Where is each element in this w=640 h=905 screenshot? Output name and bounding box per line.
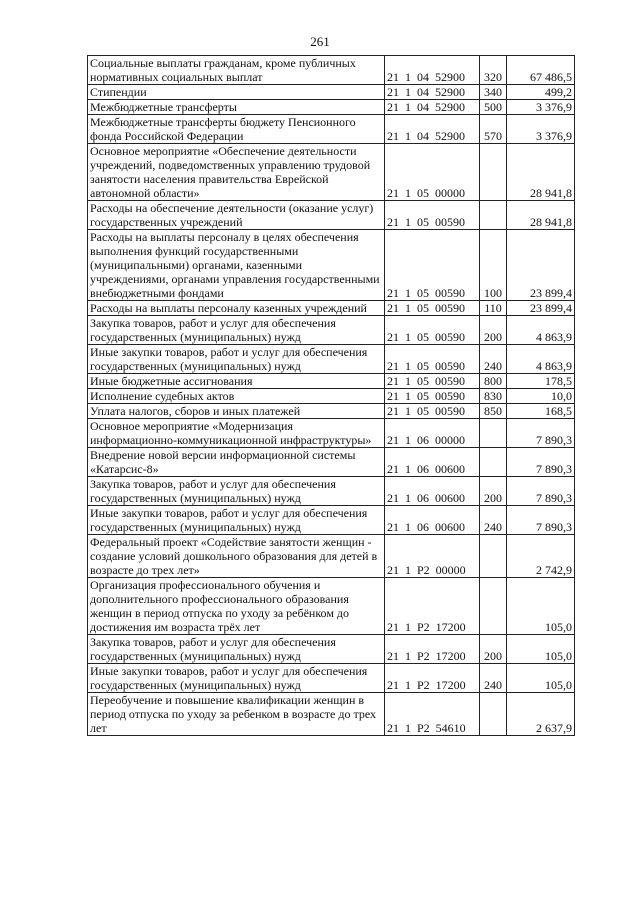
row-amount: 105,0 [507, 635, 575, 664]
row-expense-type [480, 535, 507, 578]
row-expense-type: 500 [480, 100, 507, 115]
row-amount: 168,5 [507, 404, 575, 419]
row-code: 21 1 05 00590 [385, 201, 480, 230]
table-row [88, 201, 575, 230]
row-name: Организация профессионального обучения и дополнительного профессионального образования женщин в период отпуска по уходу за ребёнком до достижения им возраста трёх лет [88, 578, 385, 635]
row-expense-type: 320 [480, 56, 507, 85]
table-row [88, 85, 575, 100]
row-name: Расходы на выплаты персоналу казенных учреждений [88, 301, 385, 316]
row-code: 21 1 04 52900 [385, 100, 480, 115]
row-code: 21 1 05 00590 [385, 374, 480, 389]
row-code: 21 1 06 00000 [385, 419, 480, 448]
row-name: Уплата налогов, сборов и иных платежей [88, 404, 385, 419]
table-row [88, 301, 575, 316]
row-expense-type: 200 [480, 316, 507, 345]
budget-table-body [88, 56, 575, 736]
table-row [88, 506, 575, 535]
row-code: 21 1 05 00590 [385, 404, 480, 419]
row-code: 21 1 06 00600 [385, 477, 480, 506]
row-code: 21 1 06 00600 [385, 506, 480, 535]
row-expense-type: 240 [480, 506, 507, 535]
row-expense-type: 200 [480, 477, 507, 506]
row-expense-type [480, 419, 507, 448]
row-amount: 105,0 [507, 664, 575, 693]
page-number: 261 [310, 34, 330, 49]
row-code: 21 1 05 00590 [385, 230, 480, 301]
row-expense-type: 850 [480, 404, 507, 419]
row-amount: 7 890,3 [507, 419, 575, 448]
row-code: 21 1 05 00590 [385, 389, 480, 404]
row-expense-type [480, 448, 507, 477]
row-amount: 3 376,9 [507, 115, 575, 144]
row-code: 21 1 06 00600 [385, 448, 480, 477]
row-amount: 7 890,3 [507, 448, 575, 477]
row-expense-type: 110 [480, 301, 507, 316]
row-code: 21 1 P2 17200 [385, 635, 480, 664]
table-row [88, 230, 575, 301]
row-amount: 10,0 [507, 389, 575, 404]
row-name: Закупка товаров, работ и услуг для обеспечения государственных (муниципальных) нужд [88, 635, 385, 664]
row-code: 21 1 05 00590 [385, 301, 480, 316]
row-amount: 7 890,3 [507, 506, 575, 535]
row-name: Межбюджетные трансферты бюджету Пенсионного фонда Российской Федерации [88, 115, 385, 144]
row-name: Расходы на выплаты персоналу в целях обеспечения выполнения функций государственными (муниципальными) органами, казенными учреждениями, органами управления государственными внебюджетными фондами [88, 230, 385, 301]
table-row [88, 535, 575, 578]
row-expense-type: 570 [480, 115, 507, 144]
row-expense-type [480, 693, 507, 736]
budget-table [87, 55, 575, 736]
row-name: Внедрение новой версии информационной системы «Катарсис-8» [88, 448, 385, 477]
row-expense-type: 340 [480, 85, 507, 100]
row-expense-type [480, 201, 507, 230]
table-row [88, 115, 575, 144]
table-row [88, 664, 575, 693]
table-row [88, 448, 575, 477]
row-name: Иные закупки товаров, работ и услуг для обеспечения государственных (муниципальных) нужд [88, 506, 385, 535]
table-row [88, 374, 575, 389]
row-code: 21 1 04 52900 [385, 85, 480, 100]
row-amount: 23 899,4 [507, 230, 575, 301]
row-name: Закупка товаров, работ и услуг для обеспечения государственных (муниципальных) нужд [88, 316, 385, 345]
row-code: 21 1 P2 00000 [385, 535, 480, 578]
row-name: Социальные выплаты гражданам, кроме публичных нормативных социальных выплат [88, 56, 385, 85]
table-row [88, 419, 575, 448]
table-row [88, 578, 575, 635]
table-row [88, 56, 575, 85]
table-row [88, 316, 575, 345]
table-row [88, 100, 575, 115]
row-name: Переобучение и повышение квалификации женщин в период отпуска по уходу за ребенком в возрасте до трех лет [88, 693, 385, 736]
row-amount: 28 941,8 [507, 201, 575, 230]
row-name: Межбюджетные трансферты [88, 100, 385, 115]
row-name: Исполнение судебных актов [88, 389, 385, 404]
table-row [88, 345, 575, 374]
row-amount: 499,2 [507, 85, 575, 100]
row-amount: 105,0 [507, 578, 575, 635]
row-code: 21 1 05 00000 [385, 144, 480, 201]
row-amount: 2 742,9 [507, 535, 575, 578]
table-row [88, 144, 575, 201]
row-name: Закупка товаров, работ и услуг для обеспечения государственных (муниципальных) нужд [88, 477, 385, 506]
row-amount: 67 486,5 [507, 56, 575, 85]
row-name: Иные закупки товаров, работ и услуг для обеспечения государственных (муниципальных) нужд [88, 345, 385, 374]
row-expense-type: 200 [480, 635, 507, 664]
row-expense-type: 240 [480, 664, 507, 693]
row-amount: 178,5 [507, 374, 575, 389]
table-row [88, 477, 575, 506]
row-amount: 23 899,4 [507, 301, 575, 316]
row-name: Иные закупки товаров, работ и услуг для обеспечения государственных (муниципальных) нужд [88, 664, 385, 693]
row-expense-type: 800 [480, 374, 507, 389]
table-row [88, 635, 575, 664]
row-expense-type: 830 [480, 389, 507, 404]
row-amount: 7 890,3 [507, 477, 575, 506]
row-code: 21 1 05 00590 [385, 345, 480, 374]
row-code: 21 1 04 52900 [385, 56, 480, 85]
row-code: 21 1 P2 17200 [385, 578, 480, 635]
row-code: 21 1 P2 54610 [385, 693, 480, 736]
row-code: 21 1 05 00590 [385, 316, 480, 345]
row-code: 21 1 04 52900 [385, 115, 480, 144]
row-expense-type: 240 [480, 345, 507, 374]
table-row [88, 389, 575, 404]
row-code: 21 1 P2 17200 [385, 664, 480, 693]
row-name: Иные бюджетные ассигнования [88, 374, 385, 389]
row-expense-type [480, 578, 507, 635]
row-name: Расходы на обеспечение деятельности (оказание услуг) государственных учреждений [88, 201, 385, 230]
table-row [88, 404, 575, 419]
row-amount: 2 637,9 [507, 693, 575, 736]
row-amount: 4 863,9 [507, 345, 575, 374]
row-amount: 28 941,8 [507, 144, 575, 201]
row-amount: 4 863,9 [507, 316, 575, 345]
row-name: Основное мероприятие «Модернизация информационно-коммуникационной инфраструктуры» [88, 419, 385, 448]
row-expense-type [480, 144, 507, 201]
row-name: Федеральный проект «Содействие занятости женщин - создание условий дошкольного образования для детей в возрасте до трех лет» [88, 535, 385, 578]
row-expense-type: 100 [480, 230, 507, 301]
row-amount: 3 376,9 [507, 100, 575, 115]
row-name: Стипендии [88, 85, 385, 100]
row-name: Основное мероприятие «Обеспечение деятельности учреждений, подведомственных управлению трудовой занятости населения правительства Еврейской автономной области» [88, 144, 385, 201]
table-row [88, 693, 575, 736]
